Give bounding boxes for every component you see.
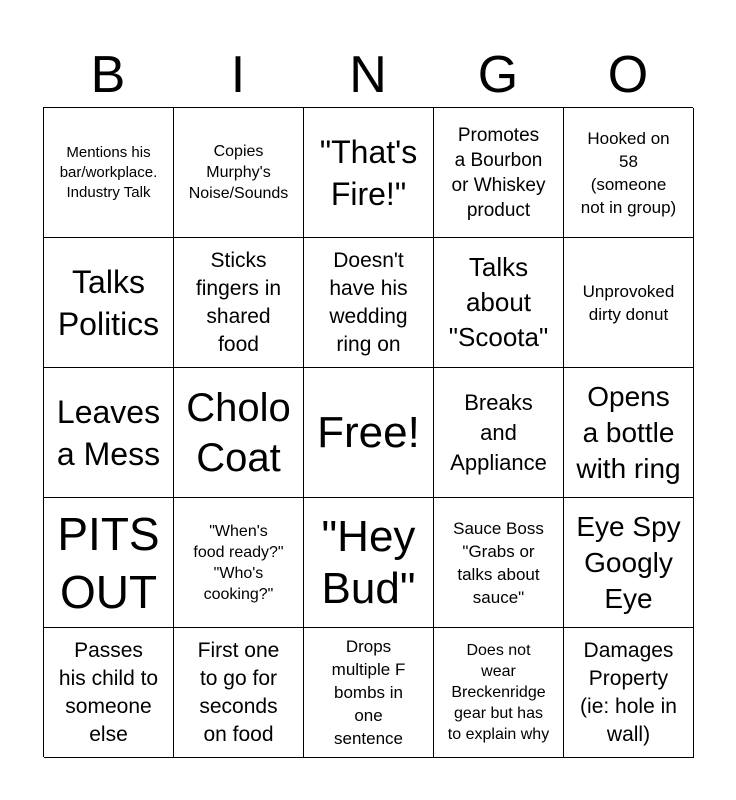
header-letter-o: O — [607, 46, 649, 104]
bingo-cell[interactable] — [44, 368, 174, 498]
cell-text: Does not wear Breckenridge gear but has to explain why — [447, 642, 550, 743]
cell-text: Passes his child to someone else — [58, 638, 159, 746]
cell-text: PITS OUT — [57, 507, 160, 618]
header-letter-g: G — [477, 46, 519, 104]
bingo-cell[interactable] — [44, 498, 174, 628]
cell-text: "That's Fire!" — [319, 133, 418, 212]
cell-text: "Hey Bud" — [321, 511, 416, 613]
bingo-cell[interactable] — [434, 498, 564, 628]
bingo-cell[interactable] — [304, 498, 434, 628]
cell-text: Damages Property (ie: hole in wall) — [580, 638, 677, 746]
bingo-cell[interactable] — [304, 108, 434, 238]
cell-text: Doesn't have his wedding ring on — [329, 248, 408, 356]
cell-text: Leaves a Mess — [56, 393, 161, 472]
bingo-cell[interactable] — [434, 368, 564, 498]
bingo-cell[interactable] — [174, 498, 304, 628]
bingo-cell[interactable] — [174, 238, 304, 368]
cell-text: Sticks fingers in shared food — [195, 248, 282, 356]
cell-text: Sauce Boss "Grabs or talks about sauce" — [453, 518, 544, 607]
bingo-cell[interactable] — [44, 108, 174, 238]
cell-text: Talks Politics — [57, 263, 160, 342]
bingo-cell[interactable] — [174, 368, 304, 498]
cell-text: Free! — [317, 407, 420, 457]
bingo-cell[interactable] — [304, 238, 434, 368]
bingo-cell[interactable] — [434, 108, 564, 238]
bingo-header — [43, 45, 693, 105]
bingo-cell[interactable] — [44, 628, 174, 758]
header-letter-b: B — [90, 46, 126, 104]
bingo-cell[interactable] — [304, 628, 434, 758]
bingo-cell[interactable] — [564, 368, 694, 498]
header-letter-i: I — [230, 46, 246, 104]
bingo-cell[interactable] — [174, 628, 304, 758]
cell-text: Cholo Coat — [186, 385, 291, 480]
free-space[interactable] — [304, 368, 434, 498]
bingo-card — [43, 107, 693, 757]
cell-text: "When's food ready?" "Who's cooking?" — [193, 522, 284, 603]
cell-text: First one to go for seconds on food — [197, 638, 280, 746]
bingo-cell[interactable] — [564, 628, 694, 758]
cell-text: Mentions his bar/workplace. Industry Talk — [59, 143, 158, 201]
bingo-cell[interactable] — [44, 238, 174, 368]
bingo-cell[interactable] — [564, 108, 694, 238]
bingo-cell[interactable] — [434, 628, 564, 758]
header-letter-n: N — [349, 46, 387, 104]
cell-text: Talks about "Scoota" — [448, 252, 549, 352]
cell-text: Copies Murphy's Noise/Sounds — [188, 143, 289, 202]
bingo-cell[interactable] — [434, 238, 564, 368]
bingo-cell[interactable] — [564, 498, 694, 628]
cell-text: Breaks and Appliance — [450, 389, 547, 475]
cell-text: Opens a bottle with ring — [576, 380, 681, 484]
cell-text: Promotes a Bourbon or Whiskey product — [451, 124, 546, 221]
bingo-cell[interactable] — [564, 238, 694, 368]
cell-text: Unprovoked dirty donut — [582, 281, 675, 324]
bingo-cell[interactable] — [174, 108, 304, 238]
cell-text: Eye Spy Googly Eye — [576, 510, 681, 614]
cell-text: Hooked on 58 (someone not in group) — [580, 128, 677, 217]
cell-text: Drops multiple F bombs in one sentence — [331, 637, 406, 748]
